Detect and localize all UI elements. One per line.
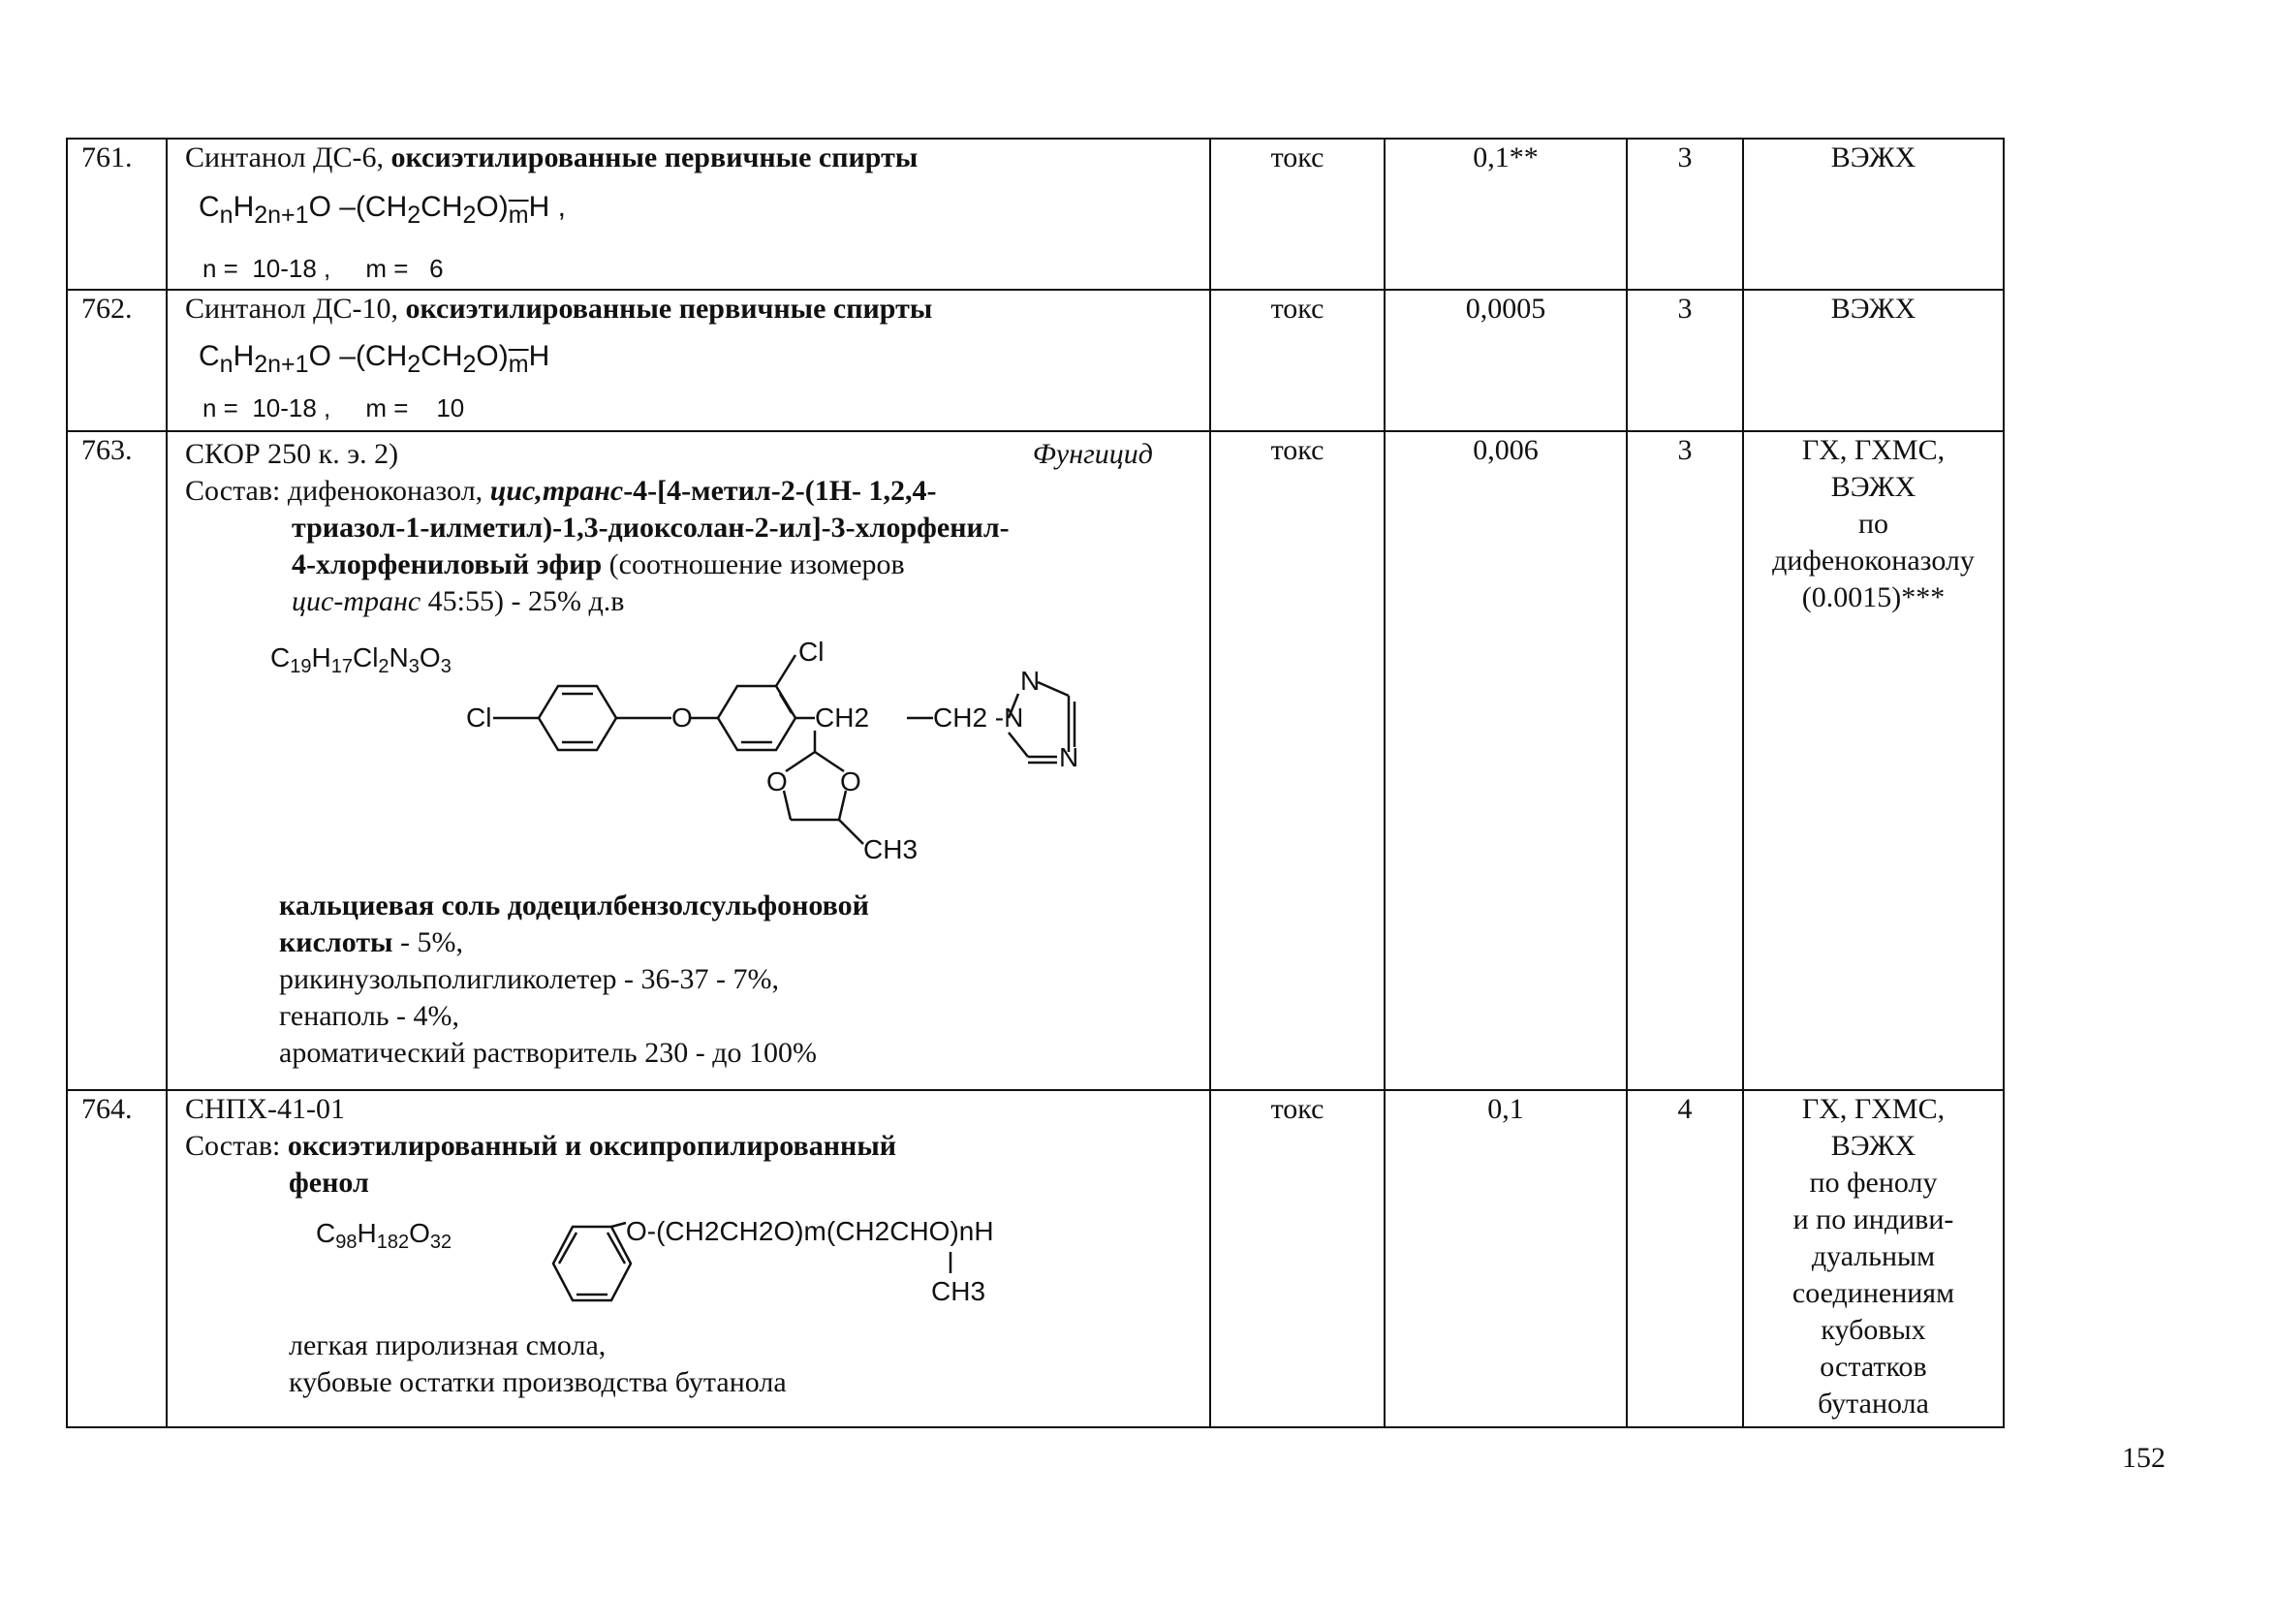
component-line: кальциевая соль додецилбензолсульфоновой	[279, 890, 869, 921]
formula-parameters: n = 10-18 , m = 6	[202, 254, 444, 283]
toxicity-cell: токс	[1210, 431, 1385, 1090]
composition-line-2: фенол	[289, 1167, 369, 1199]
component-line: кубовые остатки производства бутанола	[289, 1366, 787, 1398]
molecular-formula-label: $C_{98}H_{182}O_{32}$	[316, 1218, 452, 1253]
product-name: СНПХ-41-01	[185, 1093, 345, 1125]
benzene-ring-1	[539, 686, 616, 750]
n-atom-label: N	[1020, 666, 1041, 696]
value-cell: 0,006	[1385, 431, 1627, 1090]
class-cell: 3	[1627, 139, 1743, 290]
page-number: 152	[2122, 1442, 2165, 1474]
composition-line-3: 4-хлорфениловый эфир (соотношение изомеров	[292, 548, 905, 580]
o-atom-label: O	[766, 766, 788, 796]
row-number: 761.	[67, 139, 167, 290]
value-cell: 0,1**	[1385, 139, 1627, 290]
composition-line-4: цис-транс 45:55) - 25% д.в	[292, 585, 625, 617]
chemical-formula: $C_nH_{2n+1}O$ $-(CH_2CH_2O)_{\overline{m}}H$	[199, 340, 550, 378]
table-row-763	[67, 431, 2004, 1090]
difenoconazole-structure	[185, 626, 1193, 878]
substances-table	[66, 138, 2005, 1428]
row-number: 764.	[67, 1090, 167, 1427]
benzene-ring	[553, 1227, 631, 1300]
cl-atom-label: Cl	[798, 637, 825, 667]
ch3-group-label: CH3	[863, 834, 919, 864]
product-name: СКОР 250 к. э. 2)	[185, 438, 399, 470]
method-cell: ГХ, ГХМС, ВЭЖХ по фенолу и по индиви- дуальным соединениям кубовых остатков бутанола	[1743, 1090, 2004, 1427]
component-line: генаполь - 4%,	[279, 1000, 459, 1032]
composition-line-2: триазол-1-илметил)-1,3-диоксолан-2-ил]-3-хлорфенил-	[292, 512, 1010, 544]
component-line: ароматический растворитель 230 - до 100%	[279, 1037, 817, 1069]
toxicity-cell: токс	[1210, 139, 1385, 290]
class-cell: 3	[1627, 431, 1743, 1090]
cl-atom-label: Cl	[466, 703, 492, 733]
product-category: Фунгицид	[1032, 438, 1153, 470]
value-cell: 0,0005	[1385, 290, 1627, 431]
substance-class: оксиэтилированные первичные спирты	[405, 293, 933, 325]
component-line: рикинузольполигликолетер - 36-37 - 7%,	[279, 963, 779, 995]
formula-parameters: n = 10-18 , m = 10	[202, 393, 465, 422]
table-row-764	[67, 1090, 2004, 1427]
o-atom-label: O	[840, 766, 861, 796]
class-cell: 4	[1627, 1090, 1743, 1427]
row-description	[167, 290, 1210, 431]
molecular-formula-label: $C_{19}H_{17}Cl_2N_3O_3$	[270, 642, 452, 677]
composition-line-1: Состав: дифеноконазол, цис,транс-4-[4-метил-2-(1Н- 1,2,4-	[185, 475, 937, 507]
chemical-formula: $C_nH_{2n+1}O$ $-(CH_2CH_2O)_{\overline{m}}H$ ,	[199, 191, 566, 229]
o-atom-label: O	[671, 703, 693, 733]
substance-class: оксиэтилированные первичные спирты	[390, 141, 919, 173]
composition-line-1: Состав: оксиэтилированный и оксипропилированный	[185, 1130, 897, 1162]
toxicity-cell: токс	[1210, 290, 1385, 431]
component-line: легкая пиролизная смола,	[289, 1329, 607, 1361]
method-cell: ГХ, ГХМС, ВЭЖХ по дифеноконазолу (0.0015)***	[1743, 431, 2004, 1090]
ch2-group-label: CH2	[815, 703, 870, 733]
phenol-ether-structure	[185, 1203, 1193, 1310]
table-row-762	[67, 290, 2004, 431]
row-description	[167, 431, 1210, 1090]
class-cell: 3	[1627, 290, 1743, 431]
side-chain-label: O-(CH2CH2O)m(CH2CHO)nH	[626, 1216, 994, 1246]
substance-name: Синтанол ДС-10,	[185, 293, 406, 325]
n-atom-label: N	[1059, 742, 1079, 772]
substance-name: Синтанол ДС-6,	[185, 141, 391, 173]
benzene-ring-2	[718, 686, 795, 750]
ch3-group-label: CH3	[931, 1276, 986, 1306]
ch2-group-label: CH2 -N	[933, 703, 1024, 733]
table-row-761	[67, 139, 2004, 290]
row-number: 763.	[67, 431, 167, 1090]
row-description	[167, 139, 1210, 290]
value-cell: 0,1	[1385, 1090, 1627, 1427]
component-line: кислоты - 5%,	[279, 926, 463, 958]
row-number: 762.	[67, 290, 167, 431]
toxicity-cell: токс	[1210, 1090, 1385, 1427]
method-cell: ВЭЖХ	[1743, 290, 2004, 431]
row-description	[167, 1090, 1210, 1427]
method-cell: ВЭЖХ	[1743, 139, 2004, 290]
